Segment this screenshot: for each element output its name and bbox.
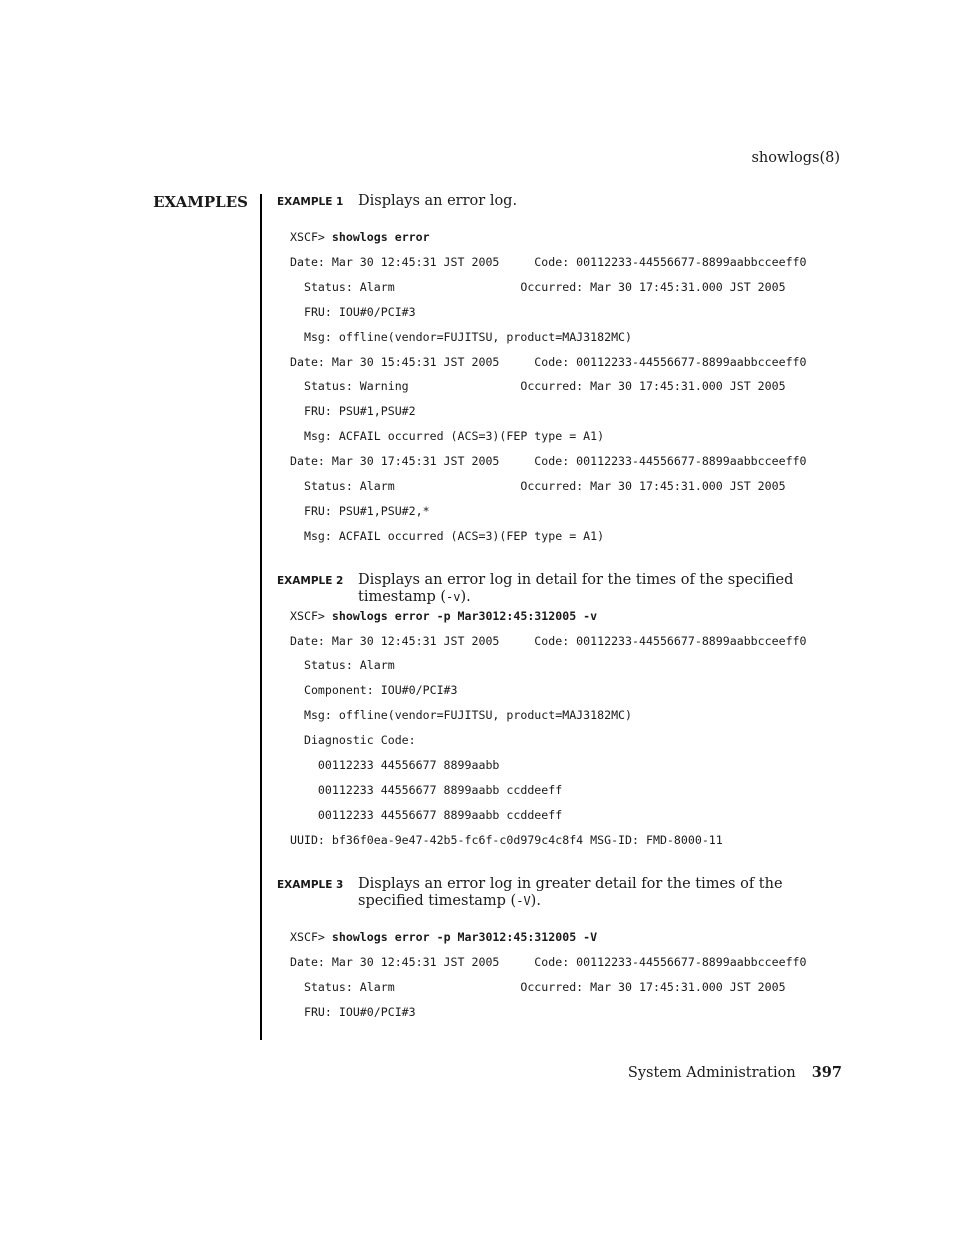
code-line: Msg: offline(vendor=FUJITSU, product=MAJ3182MC) — [290, 708, 633, 722]
code-line: FRU: IOU#0/PCI#3 — [290, 1005, 416, 1019]
code-line: Date: Mar 30 17:45:31 JST 2005 Code: 00112233-44556677-8899aabbcceeff0 — [290, 454, 807, 468]
code-command: XSCF> showlogs error -p Mar3012:45:312005 -v — [290, 609, 598, 623]
code-line: Msg: ACFAIL occurred (ACS=3)(FEP type = A1) — [290, 429, 605, 443]
code-command: XSCF> showlogs error — [290, 230, 430, 244]
section-label: EXAMPLES — [153, 193, 248, 211]
code-line: FRU: PSU#1,PSU#2 — [290, 404, 416, 418]
code-line: Status: Alarm Occurred: Mar 30 17:45:31.000 JST 2005 — [290, 479, 786, 493]
page-footer — [500, 1064, 842, 1081]
code-line: FRU: PSU#1,PSU#2,* — [290, 504, 430, 518]
example-tag: EXAMPLE 2 — [277, 575, 344, 587]
code-line: Date: Mar 30 12:45:31 JST 2005 Code: 00112233-44556677-8899aabbcceeff0 — [290, 634, 807, 648]
code-line: 00112233 44556677 8899aabb ccddeeff — [290, 808, 563, 822]
code-command: XSCF> showlogs error -p Mar3012:45:312005 -V — [290, 930, 598, 944]
code-line: Status: Alarm Occurred: Mar 30 17:45:31.000 JST 2005 — [290, 980, 786, 994]
page-header: showlogs(8) — [751, 150, 840, 166]
section-rule — [260, 194, 262, 1040]
code-line: Date: Mar 30 15:45:31 JST 2005 Code: 00112233-44556677-8899aabbcceeff0 — [290, 355, 807, 369]
code-line: UUID: bf36f0ea-9e47-42b5-fc6f-c0d979c4c8f4 MSG-ID: FMD-8000-11 — [290, 833, 723, 847]
example-tag: EXAMPLE 3 — [277, 879, 344, 891]
example-tag: EXAMPLE 1 — [277, 196, 344, 208]
example-description: Displays an error log in detail for the times of the specified timestamp (-v). — [358, 572, 794, 605]
code-line: Status: Alarm Occurred: Mar 30 17:45:31.000 JST 2005 — [290, 280, 786, 294]
code-line: Msg: offline(vendor=FUJITSU, product=MAJ3182MC) — [290, 330, 633, 344]
code-line: Diagnostic Code: — [290, 733, 416, 747]
code-line: Status: Warning Occurred: Mar 30 17:45:31.000 JST 2005 — [290, 379, 786, 393]
code-line: FRU: IOU#0/PCI#3 — [290, 305, 416, 319]
code-line: Date: Mar 30 12:45:31 JST 2005 Code: 00112233-44556677-8899aabbcceeff0 — [290, 255, 807, 269]
code-line: Status: Alarm — [290, 658, 395, 672]
code-line: Date: Mar 30 12:45:31 JST 2005 Code: 00112233-44556677-8899aabbcceeff0 — [290, 955, 807, 969]
example-description: Displays an error log. — [358, 193, 518, 209]
example-description: Displays an error log in greater detail for the times of the specified timestamp (-V). — [358, 876, 783, 909]
code-line: Msg: ACFAIL occurred (ACS=3)(FEP type = A1) — [290, 529, 605, 543]
footer-title: System Administration — [627, 1065, 796, 1081]
code-line: 00112233 44556677 8899aabb ccddeeff — [290, 783, 563, 797]
code-line: 00112233 44556677 8899aabb — [290, 758, 500, 772]
page-number: 397 — [811, 1064, 842, 1081]
code-line: Component: IOU#0/PCI#3 — [290, 683, 458, 697]
